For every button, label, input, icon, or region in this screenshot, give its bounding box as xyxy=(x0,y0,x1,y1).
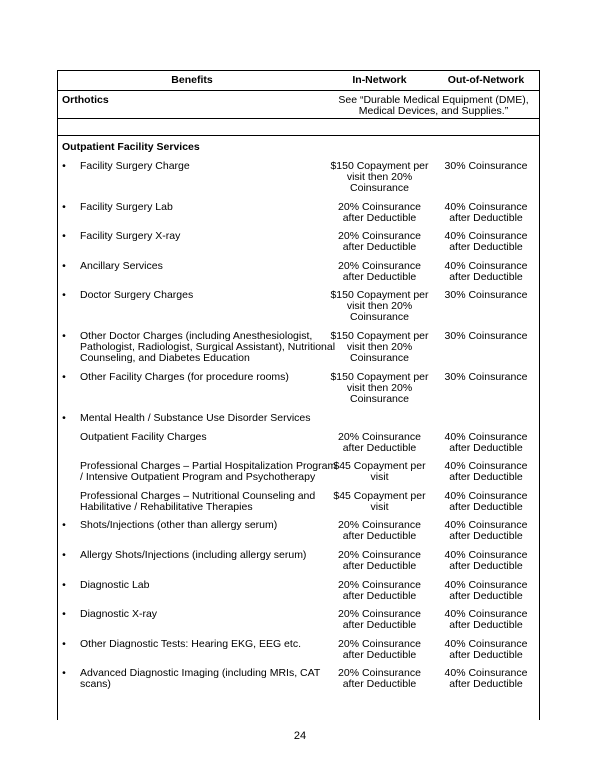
benefit-label: Advanced Diagnostic Imaging (including MRIs, CAT xyxy=(80,667,321,679)
in-network-value: $150 Copayment per xyxy=(330,289,429,301)
out-of-network-value: 40% Coinsurance xyxy=(444,638,528,650)
in-network-value: $150 Copayment per xyxy=(330,330,429,342)
header-out-of-network: Out-of-Network xyxy=(447,74,525,86)
bullet-icon: • xyxy=(62,230,66,242)
in-network-value: after Deductible xyxy=(342,678,417,690)
benefit-label: / Intensive Outpatient Program and Psychotherapy xyxy=(80,471,316,483)
out-of-network-value: 40% Coinsurance xyxy=(444,490,528,502)
out-of-network-value: after Deductible xyxy=(449,471,523,483)
header-in-network: In-Network xyxy=(352,74,407,86)
in-network-value: after Deductible xyxy=(342,212,417,224)
bullet-icon: • xyxy=(62,160,66,172)
benefit-label: Facility Surgery Lab xyxy=(80,201,173,213)
out-of-network-value: 40% Coinsurance xyxy=(444,608,528,620)
in-network-value: Coinsurance xyxy=(350,352,409,364)
page-number: 24 xyxy=(293,730,307,742)
in-network-value: 20% Coinsurance xyxy=(338,519,421,531)
out-of-network-value: after Deductible xyxy=(449,619,523,631)
out-of-network-value: 40% Coinsurance xyxy=(444,230,528,242)
out-of-network-value: after Deductible xyxy=(449,530,523,542)
section-title: Outpatient Facility Services xyxy=(62,141,200,153)
in-network-value: $45 Copayment per xyxy=(333,490,426,502)
in-network-value: after Deductible xyxy=(342,619,417,631)
header-bottom-border xyxy=(57,90,540,91)
orthotics-bottom-border xyxy=(57,118,540,119)
out-of-network-value: after Deductible xyxy=(449,560,523,572)
out-of-network-value: 40% Coinsurance xyxy=(444,519,528,531)
out-of-network-value: 40% Coinsurance xyxy=(444,549,528,561)
out-of-network-value: after Deductible xyxy=(449,212,523,224)
benefit-label: Allergy Shots/Injections (including allergy serum) xyxy=(80,549,307,561)
in-network-value: visit then 20% xyxy=(346,300,413,312)
in-network-value: after Deductible xyxy=(342,560,417,572)
out-of-network-value: 30% Coinsurance xyxy=(444,371,528,383)
benefit-label: Facility Surgery X-ray xyxy=(80,230,181,242)
out-of-network-value: after Deductible xyxy=(449,678,523,690)
benefit-label: Professional Charges – Partial Hospitalization Program xyxy=(80,460,337,472)
bullet-icon: • xyxy=(62,667,66,679)
in-network-value: visit xyxy=(370,501,389,513)
in-network-value: after Deductible xyxy=(342,649,417,661)
benefit-label: Shots/Injections (other than allergy serum) xyxy=(80,519,278,531)
benefit-label: Doctor Surgery Charges xyxy=(80,289,194,301)
header-benefits: Benefits xyxy=(171,74,213,86)
out-of-network-value: after Deductible xyxy=(449,442,523,454)
benefit-label: Outpatient Facility Charges xyxy=(80,431,207,443)
in-network-value: Coinsurance xyxy=(350,311,409,323)
benefit-label: Pathologist, Radiologist, Surgical Assistant), Nutritional xyxy=(80,341,336,353)
benefits-table xyxy=(57,70,540,720)
benefit-label: Professional Charges – Nutritional Counseling and xyxy=(80,490,316,502)
in-network-value: after Deductible xyxy=(342,590,417,602)
benefit-label: Mental Health / Substance Use Disorder Services xyxy=(80,412,311,424)
benefit-label: Ancillary Services xyxy=(80,260,163,272)
out-of-network-value: 30% Coinsurance xyxy=(444,160,528,172)
spacer-bottom-border xyxy=(57,135,540,136)
out-of-network-value: after Deductible xyxy=(449,501,523,513)
bullet-icon: • xyxy=(62,608,66,620)
orthotics-note-line1: See “Durable Medical Equipment (DME), xyxy=(338,94,529,106)
out-of-network-value: 40% Coinsurance xyxy=(444,579,528,591)
in-network-value: 20% Coinsurance xyxy=(338,638,421,650)
in-network-value: after Deductible xyxy=(342,530,417,542)
bullet-icon: • xyxy=(62,289,66,301)
out-of-network-value: after Deductible xyxy=(449,241,523,253)
out-of-network-value: 40% Coinsurance xyxy=(444,260,528,272)
bullet-icon: • xyxy=(62,549,66,561)
in-network-value: 20% Coinsurance xyxy=(338,230,421,242)
benefit-label: Other Facility Charges (for procedure rooms) xyxy=(80,371,289,383)
in-network-value: after Deductible xyxy=(342,442,417,454)
bullet-icon: • xyxy=(62,412,66,424)
in-network-value: visit then 20% xyxy=(346,341,413,353)
in-network-value: visit then 20% xyxy=(346,171,413,183)
benefit-label: Other Diagnostic Tests: Hearing EKG, EEG etc. xyxy=(80,638,301,650)
out-of-network-value: 30% Coinsurance xyxy=(444,289,528,301)
benefit-label: Diagnostic Lab xyxy=(80,579,150,591)
out-of-network-value: after Deductible xyxy=(449,590,523,602)
orthotics-label: Orthotics xyxy=(62,94,109,106)
in-network-value: 20% Coinsurance xyxy=(338,260,421,272)
benefit-label: scans) xyxy=(80,678,111,690)
in-network-value: $45 Copayment per xyxy=(333,460,426,472)
in-network-value: visit xyxy=(370,471,389,483)
out-of-network-value: 40% Coinsurance xyxy=(444,431,528,443)
in-network-value: 20% Coinsurance xyxy=(338,549,421,561)
in-network-value: 20% Coinsurance xyxy=(338,201,421,213)
bullet-icon: • xyxy=(62,330,66,342)
in-network-value: Coinsurance xyxy=(350,182,409,194)
in-network-value: visit then 20% xyxy=(346,382,413,394)
benefit-label: Other Doctor Charges (including Anesthesiologist, xyxy=(80,330,313,342)
out-of-network-value: after Deductible xyxy=(449,271,523,283)
out-of-network-value: after Deductible xyxy=(449,649,523,661)
benefit-label: Habilitative / Rehabilitative Therapies xyxy=(80,501,253,513)
in-network-value: 20% Coinsurance xyxy=(338,608,421,620)
table-left-border xyxy=(57,70,58,720)
benefit-label: Diagnostic X-ray xyxy=(80,608,158,620)
bullet-icon: • xyxy=(62,371,66,383)
in-network-value: Coinsurance xyxy=(350,393,409,405)
bullet-icon: • xyxy=(62,519,66,531)
out-of-network-value: 40% Coinsurance xyxy=(444,460,528,472)
in-network-value: 20% Coinsurance xyxy=(338,667,421,679)
out-of-network-value: 40% Coinsurance xyxy=(444,201,528,213)
in-network-value: 20% Coinsurance xyxy=(338,431,421,443)
bullet-icon: • xyxy=(62,201,66,213)
bullet-icon: • xyxy=(62,638,66,650)
bullet-icon: • xyxy=(62,260,66,272)
in-network-value: after Deductible xyxy=(342,271,417,283)
in-network-value: $150 Copayment per xyxy=(330,160,429,172)
in-network-value: after Deductible xyxy=(342,241,417,253)
in-network-value: $150 Copayment per xyxy=(330,371,429,383)
orthotics-note-line2: Medical Devices, and Supplies.” xyxy=(358,105,509,117)
in-network-value: 20% Coinsurance xyxy=(338,579,421,591)
benefit-label: Facility Surgery Charge xyxy=(80,160,190,172)
out-of-network-value: 40% Coinsurance xyxy=(444,667,528,679)
benefit-label: Counseling, and Diabetes Education xyxy=(80,352,250,364)
out-of-network-value: 30% Coinsurance xyxy=(444,330,528,342)
bullet-icon: • xyxy=(62,579,66,591)
